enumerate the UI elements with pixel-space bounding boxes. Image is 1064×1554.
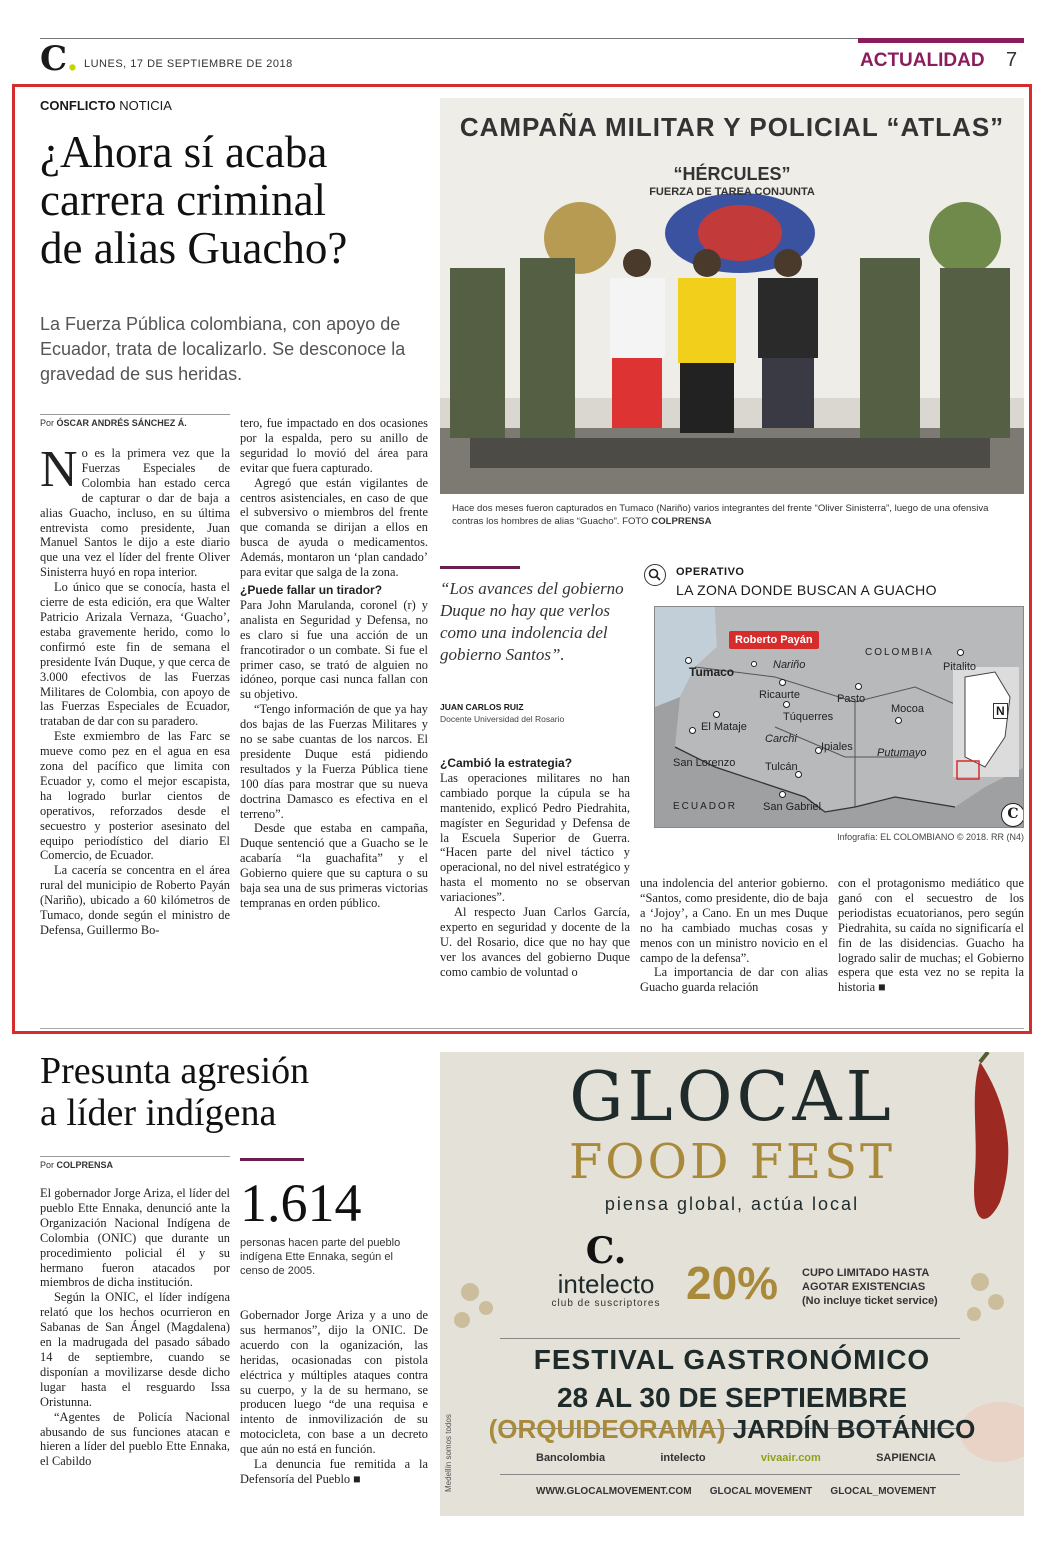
story-column-2: tero, fue impactado en dos ocasiones por la espalda, pero su anillo de seguridad lo movió del área para evitar que fuera capturado. Agregó que están vigilantes de centros asistenciales, en caso de que el subversivo o miembros del frente que comanda se dirijan a ellos en busca de ayuda o medicamentos. Además, montaron un ‘plan candado’ para evitar que salga de la zona. ¿Puede fallar un tirador? Para John Marulanda, coronel (r) y analista en Seguridad y Defensa, no es claro si fue una acción de un francotirador o un combate. Si fue el primer caso, se trató de alguien no idóneo, porque casi nunca fallan con su objetivo. “Tengo información de que ya hay dos bajas de las Fuerzas Militares y no se sabe cuantas de los narcos. El presidente Duque está pidiendo resultados y la Fuerza Pública tiene 100 días para mostrar que su nueva doctrina Damasco es efectiva en el terreno”. Desde que estaba en campaña, Duque sentenció que a Guacho se le acabaría “la guachafita” y el Gobierno quiere que su captura o su baja sea una de sus primeras victorias tempranas en orden público.: [240, 416, 428, 910]
story2-byline: Por COLPRENSA: [40, 1160, 114, 1170]
ad-tagline: piensa global, actúa local: [604, 1194, 860, 1214]
ad-footer: [536, 1486, 936, 1497]
ad-title-food-fest: FOOD FEST: [569, 1134, 895, 1190]
map-shapes: [655, 607, 1024, 828]
map-label-pitalito: Pitalito: [943, 661, 977, 673]
photo-caption: Hace dos meses fueron capturados en Tumaco (Nariño) varios integrantes del frente “Oliver Sinisterra”, luego de una ofensiva contras los hombres de alias “Guacho”. FOTO COLPRENSA: [452, 503, 989, 527]
map-label-tulcan: Tulcán: [765, 761, 798, 773]
map-label-tuquerres: Túquerres: [783, 711, 834, 723]
map-label-san-lorenzo: San Lorenzo: [673, 757, 736, 769]
discount-terms: CUPO LIMITADO HASTA AGOTAR EXISTENCIAS (No incluye ticket service): [802, 1267, 938, 1307]
map-label-colombia: COLOMBIA: [865, 647, 934, 658]
story2-byline-rule: [40, 1156, 230, 1157]
stat-rule: [240, 1158, 304, 1161]
sponsor-vivaair: vivaair.com: [760, 1452, 821, 1464]
photo-banner-text: CAMPAÑA MILITAR Y POLICIAL “ATLAS”: [459, 112, 1005, 142]
sponsor-sapiencia: SAPIENCIA: [876, 1452, 936, 1464]
story-lead: La Fuerza Pública colombiana, con apoyo de Ecuador, trata de localizarlo. Se desconoce la gravedad de sus heridas.: [40, 314, 406, 384]
story-byline: Por ÓSCAR ANDRÉS SÁNCHEZ Á.: [40, 418, 187, 428]
ad-instagram-link[interactable]: GLOCAL_MOVEMENT: [830, 1486, 936, 1497]
stat-number: 1.614: [240, 1173, 362, 1233]
newspaper-logo: C.: [40, 39, 79, 79]
map-dot: [689, 727, 696, 734]
ad-side-text: Medellín somos todos: [444, 1414, 453, 1492]
story-column-5: con el protagonismo mediático que ganó con el secuestro de los periodistas ecuatorianos, pero según Piedrahita, su caída no significaría el fin de las disidencias. Guacho ha logrado salir de muchas; el Gobierno espera que esta vez no se repita la historia ■: [838, 876, 1024, 995]
pull-quote: “Los avances del gobierno Duque no hay que verlos como una indolencia del gobierno Santos”.: [440, 579, 624, 664]
dropcap: N: [40, 446, 78, 498]
story-separator: [40, 1028, 1024, 1029]
photo-banner-sub2: FUERZA DE TAREA CONJUNTA: [649, 186, 815, 198]
subhead-estrategia: ¿Cambió la estrategia?: [440, 756, 573, 770]
map-dot: [957, 649, 964, 656]
sponsor-bancolombia: Bancolombia: [536, 1452, 606, 1464]
map-title: LA ZONA DONDE BUSCAN A GUACHO: [676, 582, 937, 598]
story-column-4: una indolencia del anterior gobierno. “Santos, como presidente, dio de baja a ‘Jojoy’, a Cano. En un mes Duque no ha cambiado muchas cosas y menos con un ministro novicio en el campo de la defensa”. La importancia de dar con alias Guacho guarda relación: [640, 876, 828, 995]
map-dot: [713, 711, 720, 718]
map-dot: [855, 683, 862, 690]
story2-column-2: Gobernador Jorge Ariza y a uno de sus hermanos”, dijo la ONIC. De acuerdo con la oganización, las heridas, ocasionadas con pistola eléctrica y múltiples ataques contra su cuerpo, y la de su hermano, se producen luego “de una requisa e intento de inmovilización de su motocicleta, con base a un decreto que aún no está en función. La denuncia fue remitida a la Defensoría del Pueblo ■: [240, 1308, 428, 1486]
sponsor-intelecto: intelecto: [660, 1452, 706, 1464]
map-label-ricaurte: Ricaurte: [759, 689, 800, 701]
ad-website-link[interactable]: WWW.GLOCALMOVEMENT.COM: [536, 1486, 692, 1497]
discount-badge: 20%: [686, 1257, 779, 1309]
map-header: [644, 564, 1024, 602]
kicker-type: NOTICIA: [119, 98, 172, 113]
news-photo: [440, 98, 1024, 494]
map-dot: [779, 791, 786, 798]
map-label-pasto: Pasto: [837, 693, 866, 705]
quote-rule: [440, 566, 520, 569]
photo-illustration: [440, 98, 1024, 494]
locator-map: [654, 606, 1024, 828]
map-dot: [779, 679, 786, 686]
map-dot: [783, 701, 790, 708]
roberto-payan-pin: Roberto Payán: [729, 631, 819, 649]
intelecto-sub: club de suscriptores: [551, 1298, 661, 1309]
story-headline: ¿Ahora sí acaba carrera criminal de alias Guacho?: [40, 127, 348, 273]
ad-event-venue: (ORQUIDEORAMA) JARDÍN BOTÁNICO: [488, 1414, 976, 1444]
intelecto-logo-mark: C.: [585, 1230, 627, 1272]
story2-headline: Presunta agresión a líder indígena: [40, 1050, 310, 1134]
map-label-ipiales: Ipiales: [821, 741, 853, 753]
north-arrow-icon: N: [993, 703, 1008, 719]
masthead: [40, 38, 1024, 79]
story2-column-1: El gobernador Jorge Ariza, el líder del pueblo Ette Ennaka, denunció ante la Organización Nacional Indígena de Colombia (ONIC) que durante un procedimiento policial él y su hermano fueron atacados por miembros de dicha institución. Según la ONIC, el líder indígena relató que los hechos ocurrieron en Sabanas de San Ángel (Magdalena) en la madrugada del pasado sábado 14 de septiembre, cuando se disponían a movilizarse desde dicho lugar hasta el resguardo Issa Oristunna. “Agentes de Policía Nacional abusando de sus funciones atacan e hieren a líder del pueblo Ette Ennaka, el Cabildo: [40, 1186, 230, 1469]
map-logo: C: [1001, 803, 1024, 827]
sponsor-row: [536, 1452, 936, 1464]
map-kicker: OPERATIVO: [676, 566, 745, 578]
map-label-ecuador: ECUADOR: [673, 801, 738, 812]
story-kicker: [40, 98, 172, 113]
byline-rule: [40, 414, 230, 415]
subhead-tirador: ¿Puede fallar un tirador?: [240, 582, 383, 597]
intelecto-logo: [536, 1232, 676, 1309]
map-label-tumaco: Tumaco: [689, 665, 735, 679]
ad-event-dates: 28 AL 30 DE SEPTIEMBRE: [556, 1382, 908, 1413]
magnifier-icon: [644, 564, 666, 586]
ad-facebook-link[interactable]: GLOCAL MOVEMENT: [709, 1486, 813, 1497]
issue-date: LUNES, 17 DE SEPTIEMBRE DE 2018: [84, 58, 293, 70]
kicker-topic: CONFLICTO: [40, 98, 116, 113]
map-credit: Infografía: EL COLOMBIANO © 2018. RR (N4): [837, 832, 1024, 842]
intelecto-brand: intelecto: [557, 1269, 655, 1299]
section-rule: [858, 38, 1024, 43]
map-label-carchi: Carchi: [765, 733, 797, 745]
map-label-narino: Nariño: [773, 659, 806, 671]
map-label-mocoa: Mocoa: [891, 703, 925, 715]
quote-author: JUAN CARLOS RUIZ: [440, 702, 524, 712]
section-name: ACTUALIDAD: [860, 50, 985, 71]
ad-title-glocal: GLOCAL: [569, 1058, 895, 1137]
map-dot: [685, 657, 692, 664]
story-column-3: ¿Cambió la estrategia? Las operaciones militares no han cambiado porque la cúpula se ha mantenido, explicó Pedro Piedrahita, magíster en Seguridad y Defensa de la Escuela Superior de Guerra. “Hacen parte del nivel táctico y operacional, no del nivel estratégico y hasta el momento no se observan variaciones”. Al respecto Juan Carlos García, experto en seguridad y docente de la U. del Rosario, dice que no hay que ver los avances del gobierno Duque como cambio de voluntad o: [440, 756, 630, 979]
story-column-1: No es la primera vez que la Fuerzas Especiales de Colombia han estado cerca de capturar o dar de baja a alias Guacho, incluso, en su última entrevista como presidente, Juan Manuel Santos le dijo a este diario que una vez el líder del frente Oliver Sinisterra huyó en ropa interior. Lo único que se conocía, hasta el cierre de esta edición, era que Walter Patricio Arizala Vernaza, ‘Guacho’, estaba gravemente herido, como lo confirmó este fin de semana el presidente Iván Duque, y que cerca de 3.000 efectivos de las Fuerzas Militares de Colombia, con apoyo de las Fuerzas Especiales de Ecuador, trataban de dar con su paradero. Este exmiembro de las Farc se mueve como pez en el agua en esa zona del pacífico que limita con Ecuador y, como el mejor escapista, ha logrado burlar cientos de operativos, reforzados desde el secuestro y posterior asesinato del equipo periodístico del diario El Comercio, de Ecuador. La cacería se concentra en el área rural del municipio de Roberto Payán (Nariño), ubicado a 60 kilómetros de Tumaco, donde según el ministro de Defensa, Guillermo Bo-: [40, 446, 230, 937]
map-label-el-mataje: El Mataje: [701, 721, 747, 733]
page-number: 7: [1006, 49, 1018, 71]
map-dot: [751, 661, 757, 667]
map-dot: [895, 717, 902, 724]
stat-text: personas hacen parte del pueblo indígena Ette Ennaka, según el censo de 2005.: [240, 1237, 401, 1277]
glocal-food-fest-ad[interactable]: [440, 1052, 1024, 1516]
map-label-san-gabriel: San Gabriel: [763, 801, 822, 813]
map-label-putumayo: Putumayo: [877, 747, 927, 759]
ad-event-name: FESTIVAL GASTRONÓMICO: [533, 1344, 931, 1375]
photo-banner-sub1: “HÉRCULES”: [673, 164, 791, 184]
quote-role: Docente Universidad del Rosario: [440, 714, 565, 724]
